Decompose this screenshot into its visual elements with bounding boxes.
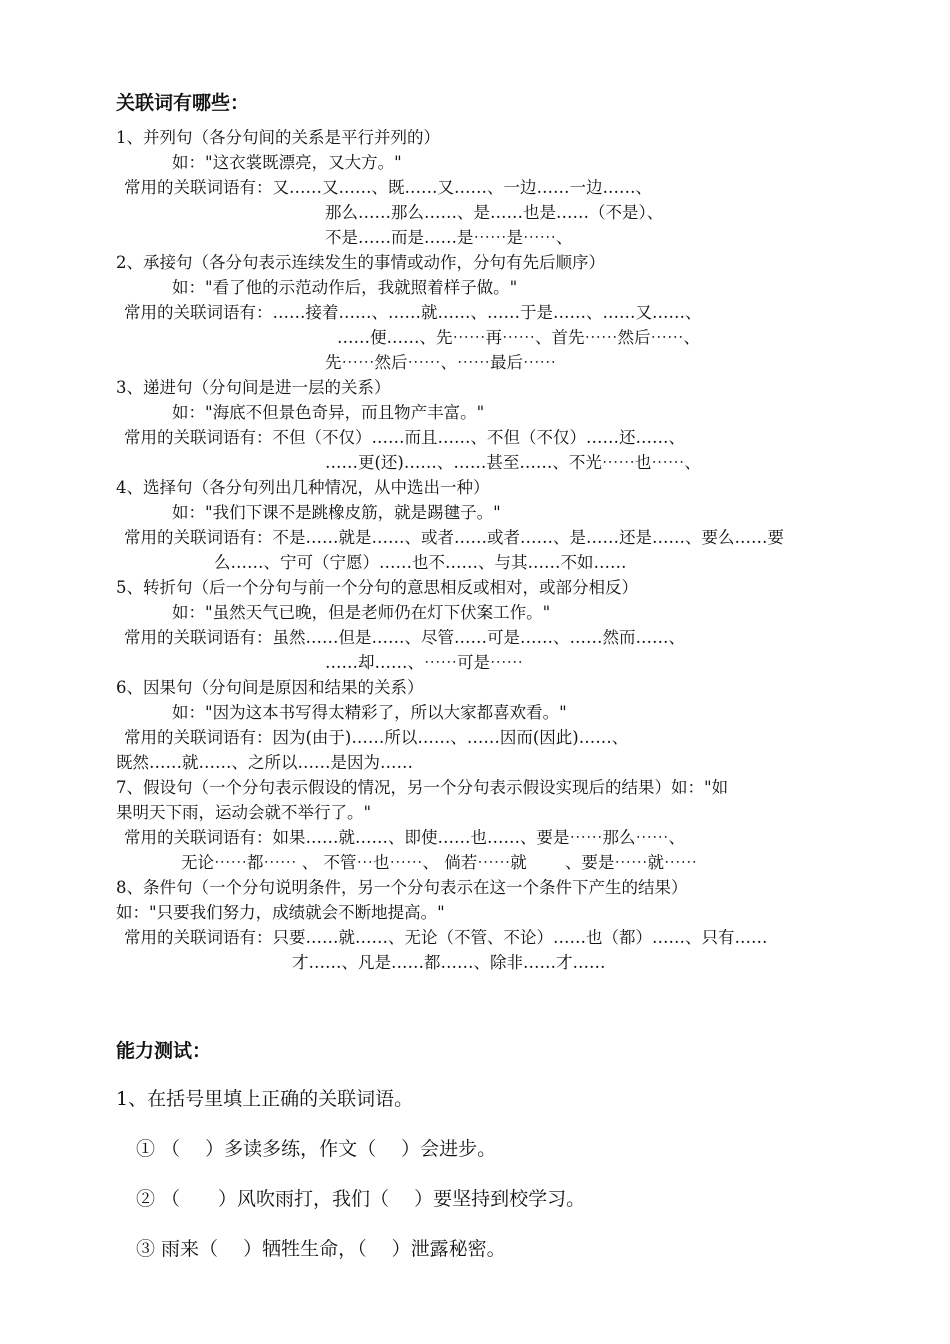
text-line: 才……、凡是……都……、除非……才…… [292, 953, 606, 972]
text-line: 那么……那么……、是……也是……（不是）、 [325, 203, 664, 222]
text-line: 常用的关联词语有：……接着……、……就……、……于是……、……又……、 [124, 303, 702, 322]
test-item: ① （ ）多读多练，作文（ ）会进步。 [136, 1138, 497, 1160]
text-line: 8、条件句（一个分句说明条件，另一个分句表示在这一个条件下产生的结果） [116, 878, 688, 897]
text-line: 常用的关联词语有：因为(由于)……所以……、……因而(因此)……、 [124, 728, 629, 747]
text-line: 3、递进句（分句间是进一层的关系） [116, 378, 391, 397]
text-line: 既然……就……、之所以……是因为…… [116, 753, 413, 772]
test-item: ② （ ）风吹雨打，我们（ ）要坚持到校学习。 [136, 1188, 586, 1210]
text-line: ……却……、⋯⋯可是⋯⋯ [325, 653, 523, 672]
text-line: 常用的关联词语有：虽然……但是……、尽管……可是……、……然而……、 [124, 628, 685, 647]
test-item: ③ 雨来（ ）牺牲生命，（ ）泄露秘密。 [136, 1238, 506, 1260]
text-line: 如："海底不但景色奇异，而且物产丰富。" [172, 403, 485, 422]
text-line: 常用的关联词语有：如果……就……、即使……也……、要是⋯⋯那么⋯⋯、 [124, 828, 685, 847]
text-line: 7、假设句（一个分句表示假设的情况，另一个分句表示假设实现后的结果）如："如 [116, 778, 729, 797]
text-line: ……更(还)……、……甚至……、不光⋯⋯也⋯⋯、 [325, 453, 701, 472]
section-title: 关联词有哪些： [116, 92, 250, 114]
text-line: 常用的关联词语有：不但（不仅）……而且……、不但（不仅）……还……、 [124, 428, 685, 447]
test-title: 能力测试： [116, 1040, 212, 1062]
text-line: 如："只要我们努力，成绩就会不断地提高。" [116, 903, 445, 922]
text-line: 如："因为这本书写得太精彩了，所以大家都喜欢看。" [172, 703, 567, 722]
test-question: 1、在括号里填上正确的关联词语。 [116, 1088, 414, 1110]
text-line: 如："看了他的示范动作后，我就照着样子做。" [172, 278, 518, 297]
text-line: 常用的关联词语有：只要……就……、无论（不管、不论）……也（都）……、只有…… [124, 928, 768, 947]
text-line: ……便……、先⋯⋯再⋯⋯、首先⋯⋯然后⋯⋯、 [337, 328, 700, 347]
text-line: 4、选择句（各分句列出几种情况，从中选出一种） [116, 478, 490, 497]
text-line: 如："虽然天气已晚，但是老师仍在灯下伏案工作。" [172, 603, 551, 622]
text-line: 无论⋯⋯都⋯⋯ 、 不管⋯也⋯⋯、 倘若⋯⋯就 、要是⋯⋯就⋯⋯ [181, 853, 697, 872]
text-line: 常用的关联词语有：不是……就是……、或者……或者……、是……还是……、要么……要 [124, 528, 784, 547]
text-line: 5、转折句（后一个分句与前一个分句的意思相反或相对，或部分相反） [116, 578, 638, 597]
text-line: 6、因果句（分句间是原因和结果的关系） [116, 678, 424, 697]
text-line: 如："我们下课不是跳橡皮筋，就是踢毽子。" [172, 503, 501, 522]
text-line: 果明天下雨，运动会就不举行了。" [116, 803, 372, 822]
text-line: 么……、宁可（宁愿）……也不……、与其……不如…… [214, 553, 627, 572]
text-line: 先⋯⋯然后⋯⋯、⋯⋯最后⋯⋯ [325, 353, 556, 372]
text-line: 2、承接句（各分句表示连续发生的事情或动作，分句有先后顺序） [116, 253, 605, 272]
text-line: 如："这衣裳既漂亮，又大方。" [172, 153, 402, 172]
text-line: 不是……而是……是⋯⋯是⋯⋯、 [325, 228, 573, 247]
text-line: 常用的关联词语有：又……又……、既……又……、一边……一边……、 [124, 178, 652, 197]
text-line: 1、并列句（各分句间的关系是平行并列的） [116, 128, 440, 147]
